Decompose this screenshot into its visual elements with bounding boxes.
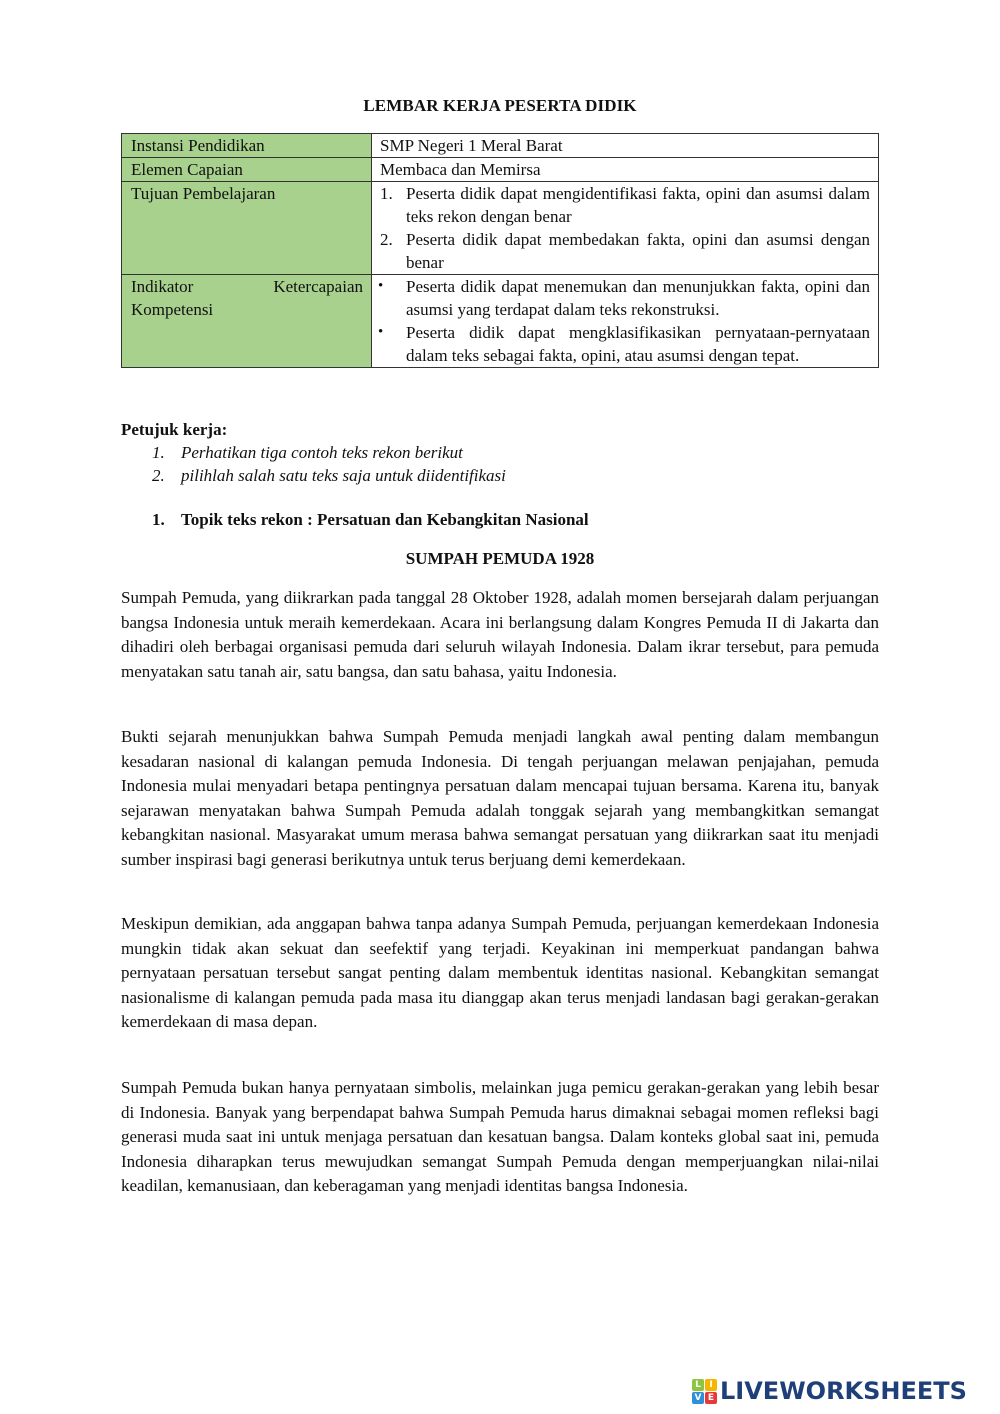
list-item bbox=[380, 321, 870, 367]
label-indikator bbox=[122, 275, 372, 368]
topic-heading bbox=[152, 510, 589, 530]
list-number: 1. bbox=[152, 443, 165, 462]
label-tujuan: Tujuan Pembelajaran bbox=[122, 182, 372, 275]
list-item bbox=[121, 441, 506, 464]
page-title: LEMBAR KERJA PESERTA DIDIK bbox=[363, 96, 637, 115]
info-table bbox=[121, 133, 879, 368]
logo-tile: V bbox=[692, 1392, 704, 1404]
label-text: Ketercapaian bbox=[273, 277, 363, 296]
label-elemen: Elemen Capaian bbox=[122, 158, 372, 182]
paragraph-3: Meskipun demikian, ada anggapan bahwa tanpa adanya Sumpah Pemuda, perjuangan kemerdekaan Indonesia mungkin tidak akan sekuat dan seefektif yang terjadi. Keyakinan ini memperkuat pandangan bahwa pernyataan persatuan tersebut sangat penting dalam membentuk identitas nasional. Kebangkitan semangat nasionalisme di kalangan pemuda pada masa itu dianggap akan terus menjadi landasan bagi gerakan-gerakan kemerdekaan di masa depan. bbox=[121, 914, 879, 1032]
instructions-list bbox=[121, 441, 506, 487]
table-row bbox=[122, 182, 879, 275]
liveworksheets-logo bbox=[692, 1377, 967, 1405]
list-number: 1. bbox=[380, 184, 393, 203]
list-text: Peserta didik dapat menemukan dan menunjukkan fakta, opini dan asumsi yang terdapat dalam teks rekonstruksi. bbox=[406, 277, 870, 319]
value-elemen: Membaca dan Memirsa bbox=[372, 158, 879, 182]
paragraph-2: Bukti sejarah menunjukkan bahwa Sumpah Pemuda menjadi langkah awal penting dalam membangun kesadaran nasional di kalangan pemuda Indonesia. Di tengah perjuangan melawan penjajahan, pemuda Indonesia mulai menyadari betapa pentingnya persatuan dalam mencapai tujuan bersama. Karena itu, banyak sejarawan menyatakan bahwa Sumpah Pemuda adalah tonggak sejarah yang membangkitkan semangat kebangkitan nasional. Masyarakat umum merasa bahwa semangat persatuan yang diikrarkan saat itu menjadi sumber inspirasi bagi generasi berikutnya untuk terus berjuang demi kemerdekaan. bbox=[121, 727, 879, 869]
bullet-icon: • bbox=[378, 324, 384, 340]
paragraph-4: Sumpah Pemuda bukan hanya pernyataan simbolis, melainkan juga pemicu gerakan-gerakan yang lebih besar di Indonesia. Banyak yang berpendapat bahwa Sumpah Pemuda harus dimaknai sebagai momen refleksi bagi generasi muda saat ini untuk menjaga persatuan dan kesatuan bangsa. Dalam konteks global saat ini, pemuda Indonesia diharapkan terus mewujudkan semangat Sumpah Pemuda dengan memperjuangkan nilai-nilai keadilan, kemanusiaan, dan keberagaman yang menjadi identitas bangsa Indonesia. bbox=[121, 1078, 879, 1196]
value-instansi: SMP Negeri 1 Meral Barat bbox=[372, 134, 879, 158]
list-text: pilihlah salah satu teks saja untuk diidentifikasi bbox=[181, 466, 506, 485]
list-text: Peserta didik dapat mengidentifikasi fakta, opini dan asumsi dalam teks rekon dengan benar bbox=[406, 184, 870, 226]
list-item bbox=[380, 228, 870, 274]
logo-tile: I bbox=[705, 1379, 717, 1391]
bullet-icon: • bbox=[378, 278, 384, 294]
label-text: Indikator bbox=[131, 277, 194, 296]
paragraph-1: Sumpah Pemuda, yang diikrarkan pada tanggal 28 Oktober 1928, adalah momen bersejarah dalam perjuangan bangsa Indonesia untuk meraih kemerdekaan. Acara ini berlangsung dalam Kongres Pemuda II di Jakarta dan dihadiri oleh berbagai organisasi pemuda dari seluruh wilayah Indonesia. Dalam ikrar tersebut, para pemuda menyatakan satu tanah air, satu bangsa, dan satu bahasa, yaitu Indonesia. bbox=[121, 588, 879, 681]
table-row bbox=[122, 134, 879, 158]
list-number: 2. bbox=[152, 466, 165, 485]
topic-number: 1. bbox=[152, 510, 165, 529]
topic-text: Topik teks rekon : Persatuan dan Kebangkitan Nasional bbox=[181, 510, 589, 529]
tujuan-list bbox=[380, 182, 870, 274]
list-text: Peserta didik dapat membedakan fakta, opini dan asumsi dengan benar bbox=[406, 230, 870, 272]
label-text: Kompetensi bbox=[131, 300, 214, 319]
instructions-heading: Petujuk kerja: bbox=[121, 420, 228, 439]
logo-tile: L bbox=[692, 1379, 704, 1391]
logo-text: LIVEWORKSHEETS bbox=[720, 1377, 967, 1405]
label-instansi: Instansi Pendidikan bbox=[122, 134, 372, 158]
value-indikator bbox=[372, 275, 879, 368]
list-text: Peserta didik dapat mengklasifikasikan pernyataan-pernyataan dalam teks sebagai fakta, opini, atau asumsi dengan tepat. bbox=[406, 323, 870, 365]
logo-tile: E bbox=[705, 1392, 717, 1404]
list-item bbox=[380, 275, 870, 321]
value-tujuan bbox=[372, 182, 879, 275]
logo-tiles-icon bbox=[692, 1379, 717, 1404]
list-text: Perhatikan tiga contoh teks rekon berikut bbox=[181, 443, 463, 462]
list-number: 2. bbox=[380, 230, 393, 249]
table-row bbox=[122, 158, 879, 182]
instructions bbox=[121, 418, 506, 487]
list-item bbox=[121, 464, 506, 487]
table-row bbox=[122, 275, 879, 368]
list-item bbox=[380, 182, 870, 228]
text-title: SUMPAH PEMUDA 1928 bbox=[405, 549, 595, 568]
indikator-list bbox=[380, 275, 870, 367]
